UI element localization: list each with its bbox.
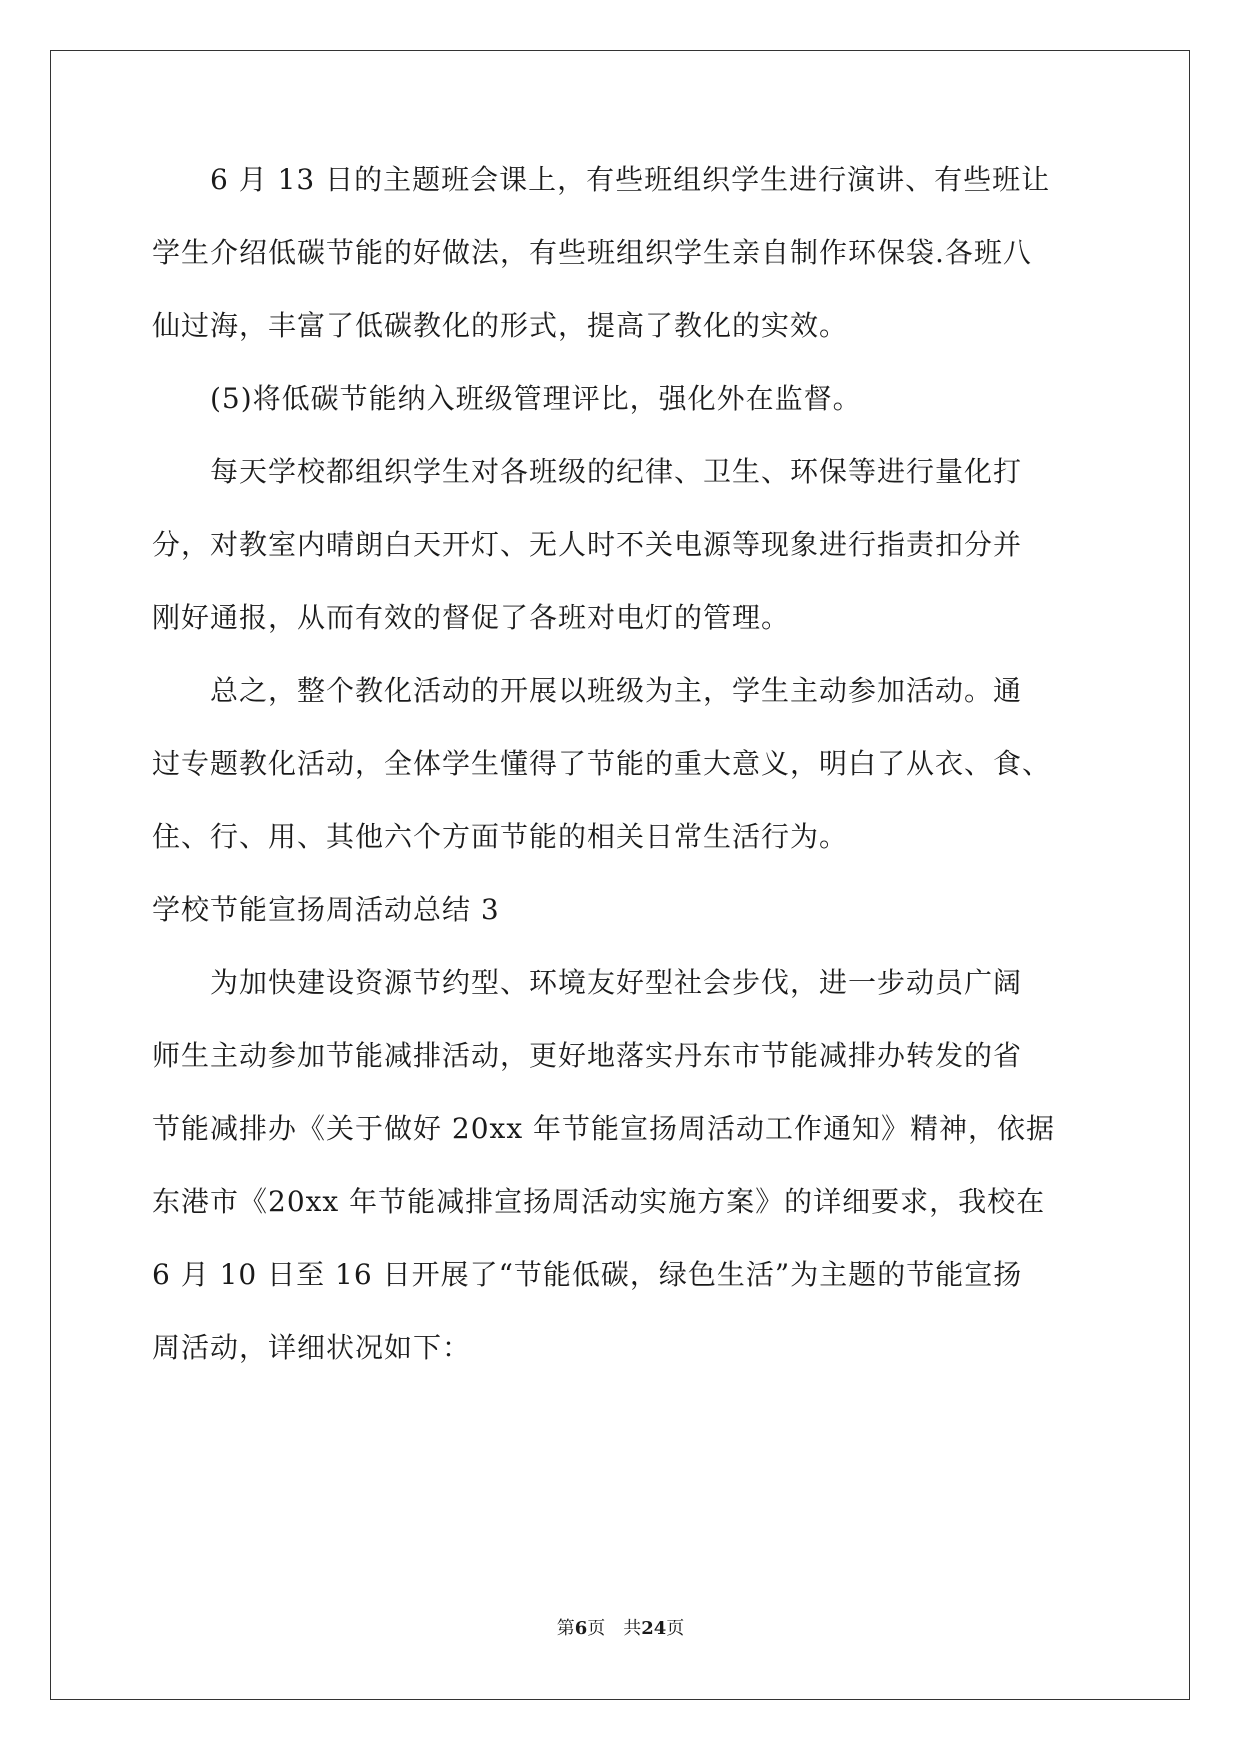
text-line-2: 学生介绍低碳节能的好做法，有些班组织学生亲自制作环保袋.各班八 (152, 236, 1032, 269)
text-line-16: 6 月 10 日至 16 日开展了“节能低碳，绿色生活”为主题的节能宣扬 (152, 1258, 1023, 1291)
text-line-17: 周活动，详细状况如下： (152, 1331, 472, 1364)
text-line-7: 刚好通报，从而有效的督促了各班对电灯的管理。 (152, 601, 791, 634)
text-line-15: 东港市《20xx 年节能减排宣扬周活动实施方案》的详细要求，我校在 (152, 1185, 1046, 1218)
footer-suffix: 页 (666, 1618, 685, 1639)
text-line-13: 师生主动参加节能减排活动，更好地落实丹东市节能减排办转发的省 (152, 1039, 1023, 1072)
text-line-14: 节能减排办《关于做好 20xx 年节能宣扬周活动工作通知》精神，依据 (152, 1112, 1056, 1145)
page-footer (0, 1617, 1241, 1641)
section-heading: 学校节能宣扬周活动总结 3 (152, 893, 500, 926)
text-line-10: 住、行、用、其他六个方面节能的相关日常生活行为。 (152, 820, 849, 853)
footer-total-pages: 24 (641, 1618, 667, 1639)
footer-mid: 页 共 (587, 1618, 642, 1639)
text-line-3: 仙过海，丰富了低碳教化的形式，提高了教化的实效。 (152, 309, 849, 342)
footer-page-number: 6 (574, 1618, 588, 1639)
text-line-4: (5)将低碳节能纳入班级管理评比，强化外在监督。 (152, 382, 862, 415)
footer-prefix: 第 (556, 1618, 575, 1639)
text-line-5: 每天学校都组织学生对各班级的纪律、卫生、环保等进行量化打 (152, 455, 1023, 488)
page-border (50, 50, 1190, 1700)
text-line-9: 过专题教化活动，全体学生懂得了节能的重大意义，明白了从衣、食、 (152, 747, 1052, 780)
text-line-12: 为加快建设资源节约型、环境友好型社会步伐，进一步动员广阔 (152, 966, 1023, 999)
text-line-6: 分，对教室内晴朗白天开灯、无人时不关电源等现象进行指责扣分并 (152, 528, 1023, 561)
text-line-8: 总之，整个教化活动的开展以班级为主，学生主动参加活动。通 (152, 674, 1023, 707)
text-line-1: 6 月 13 日的主题班会课上，有些班组织学生进行演讲、有些班让 (152, 163, 1051, 196)
